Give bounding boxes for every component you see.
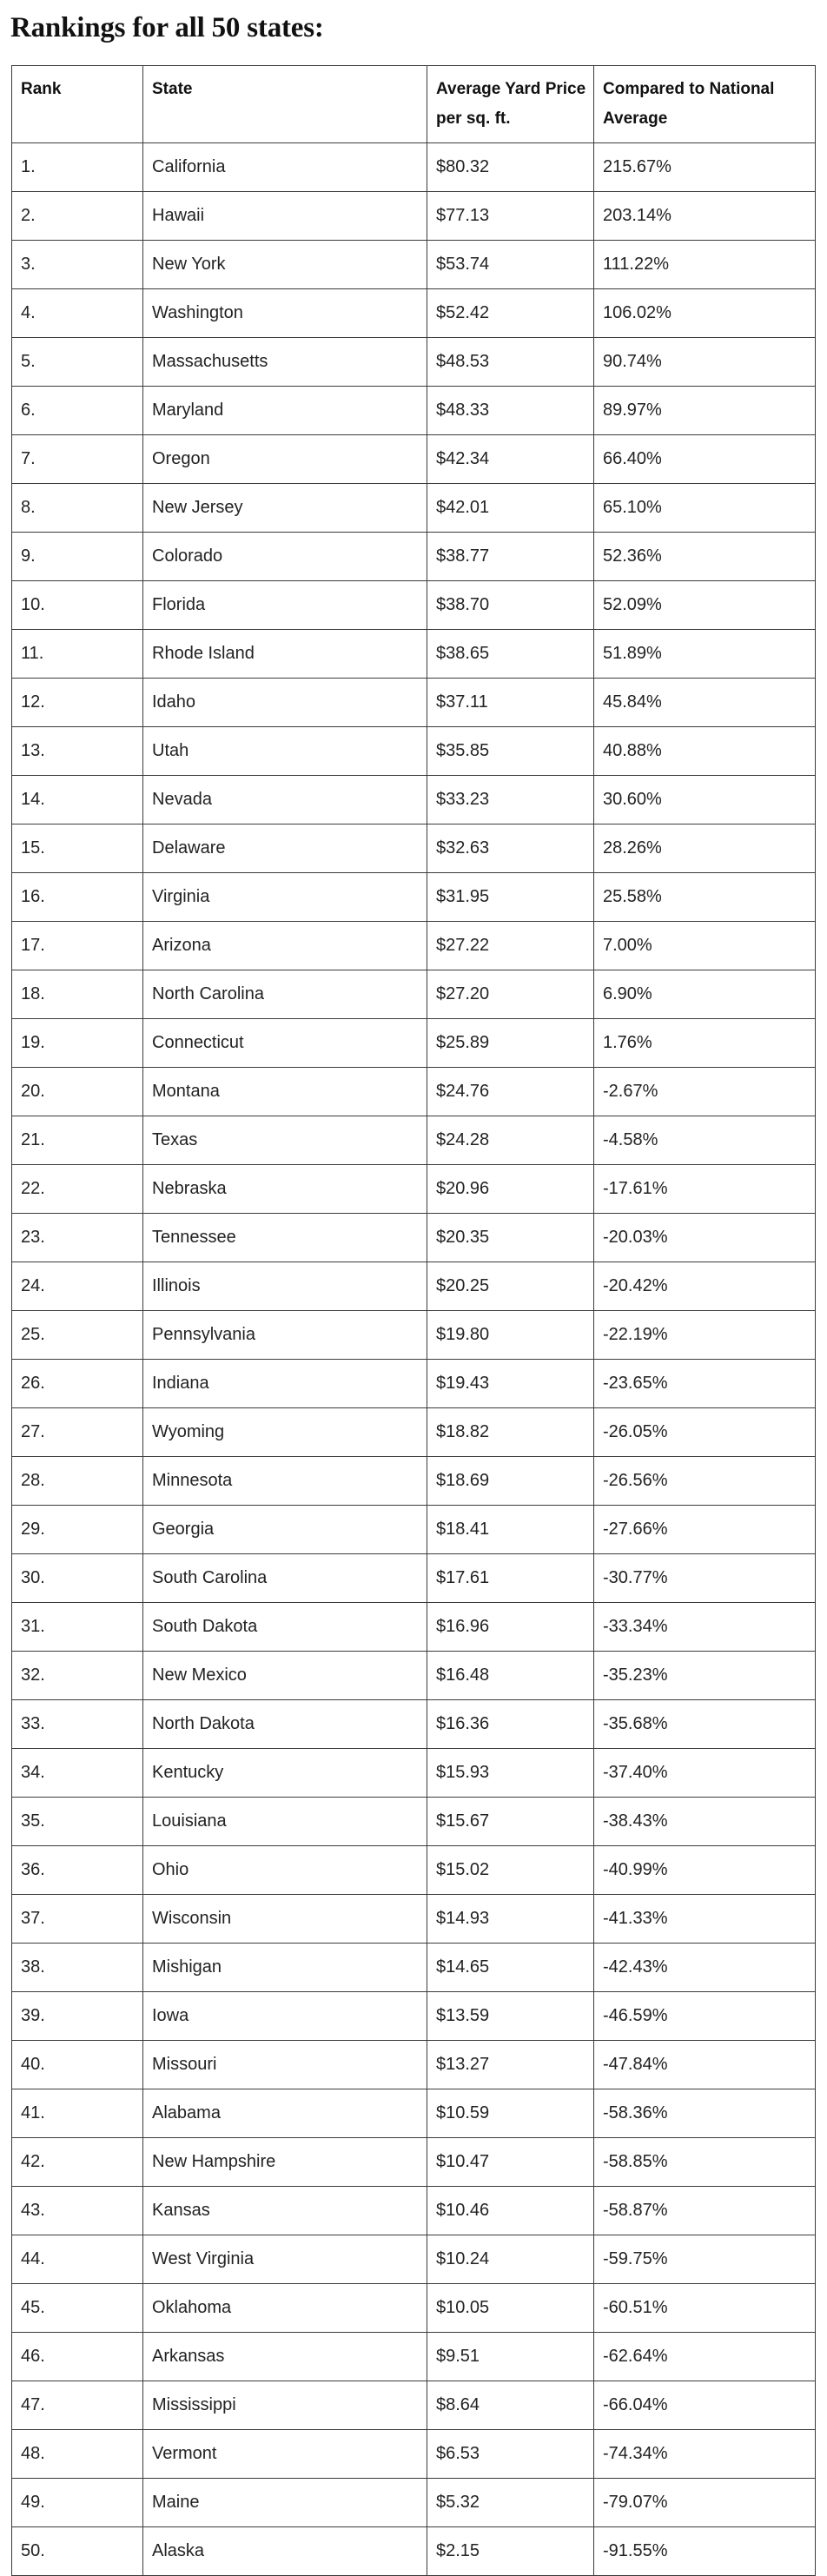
state-cell: North Dakota bbox=[143, 1700, 427, 1749]
table-row bbox=[12, 1895, 816, 1944]
comparison-cell: -74.34% bbox=[594, 2430, 816, 2479]
state-cell: Washington bbox=[143, 289, 427, 338]
state-cell: Texas bbox=[143, 1116, 427, 1165]
comparison-cell: -26.05% bbox=[594, 1408, 816, 1457]
table-row bbox=[12, 679, 816, 727]
rank-cell: 11. bbox=[12, 630, 143, 679]
table-row bbox=[12, 1846, 816, 1895]
state-cell: Iowa bbox=[143, 1992, 427, 2041]
state-cell: Wyoming bbox=[143, 1408, 427, 1457]
price-cell: $42.01 bbox=[427, 484, 594, 533]
comparison-cell: 7.00% bbox=[594, 922, 816, 970]
comparison-cell: -79.07% bbox=[594, 2479, 816, 2527]
state-cell: New Mexico bbox=[143, 1652, 427, 1700]
state-cell: Pennsylvania bbox=[143, 1311, 427, 1360]
price-cell: $24.76 bbox=[427, 1068, 594, 1116]
price-cell: $16.96 bbox=[427, 1603, 594, 1652]
state-cell: Mississippi bbox=[143, 2381, 427, 2430]
comparison-cell: 90.74% bbox=[594, 338, 816, 387]
state-cell: Oklahoma bbox=[143, 2284, 427, 2333]
table-row bbox=[12, 387, 816, 435]
comparison-cell: 51.89% bbox=[594, 630, 816, 679]
comparison-cell: -4.58% bbox=[594, 1116, 816, 1165]
rank-cell: 30. bbox=[12, 1554, 143, 1603]
comparison-cell: 65.10% bbox=[594, 484, 816, 533]
comparison-cell: 66.40% bbox=[594, 435, 816, 484]
table-row bbox=[12, 1214, 816, 1262]
rank-cell: 9. bbox=[12, 533, 143, 581]
state-cell: Illinois bbox=[143, 1262, 427, 1311]
price-cell: $35.85 bbox=[427, 727, 594, 776]
rank-cell: 19. bbox=[12, 1019, 143, 1068]
price-cell: $52.42 bbox=[427, 289, 594, 338]
table-row bbox=[12, 2089, 816, 2138]
price-cell: $77.13 bbox=[427, 192, 594, 241]
rank-cell: 3. bbox=[12, 241, 143, 289]
price-cell: $17.61 bbox=[427, 1554, 594, 1603]
state-cell: Tennessee bbox=[143, 1214, 427, 1262]
table-row bbox=[12, 2284, 816, 2333]
price-cell: $24.28 bbox=[427, 1116, 594, 1165]
price-cell: $38.65 bbox=[427, 630, 594, 679]
price-cell: $9.51 bbox=[427, 2333, 594, 2381]
state-cell: Connecticut bbox=[143, 1019, 427, 1068]
state-cell: North Carolina bbox=[143, 970, 427, 1019]
comparison-cell: 215.67% bbox=[594, 143, 816, 192]
comparison-cell: 52.36% bbox=[594, 533, 816, 581]
rank-cell: 6. bbox=[12, 387, 143, 435]
rank-cell: 43. bbox=[12, 2187, 143, 2235]
state-cell: Arizona bbox=[143, 922, 427, 970]
rank-cell: 17. bbox=[12, 922, 143, 970]
rank-cell: 23. bbox=[12, 1214, 143, 1262]
table-row bbox=[12, 143, 816, 192]
rank-cell: 49. bbox=[12, 2479, 143, 2527]
state-cell: Hawaii bbox=[143, 192, 427, 241]
state-cell: Kansas bbox=[143, 2187, 427, 2235]
price-cell: $19.80 bbox=[427, 1311, 594, 1360]
comparison-cell: -35.68% bbox=[594, 1700, 816, 1749]
price-cell: $31.95 bbox=[427, 873, 594, 922]
price-cell: $10.47 bbox=[427, 2138, 594, 2187]
price-cell: $16.36 bbox=[427, 1700, 594, 1749]
state-cell: Rhode Island bbox=[143, 630, 427, 679]
table-row bbox=[12, 192, 816, 241]
price-cell: $10.59 bbox=[427, 2089, 594, 2138]
comparison-cell: -35.23% bbox=[594, 1652, 816, 1700]
rank-cell: 15. bbox=[12, 824, 143, 873]
table-row bbox=[12, 2138, 816, 2187]
state-cell: Idaho bbox=[143, 679, 427, 727]
rank-cell: 28. bbox=[12, 1457, 143, 1506]
price-cell: $5.32 bbox=[427, 2479, 594, 2527]
rank-cell: 50. bbox=[12, 2527, 143, 2576]
state-cell: New Jersey bbox=[143, 484, 427, 533]
price-cell: $19.43 bbox=[427, 1360, 594, 1408]
rank-cell: 44. bbox=[12, 2235, 143, 2284]
table-row bbox=[12, 1944, 816, 1992]
price-cell: $15.02 bbox=[427, 1846, 594, 1895]
price-cell: $33.23 bbox=[427, 776, 594, 824]
comparison-cell: -37.40% bbox=[594, 1749, 816, 1798]
comparison-cell: -41.33% bbox=[594, 1895, 816, 1944]
rank-cell: 4. bbox=[12, 289, 143, 338]
comparison-cell: -33.34% bbox=[594, 1603, 816, 1652]
comparison-cell: 111.22% bbox=[594, 241, 816, 289]
price-cell: $18.69 bbox=[427, 1457, 594, 1506]
table-row bbox=[12, 2381, 816, 2430]
state-cell: Nevada bbox=[143, 776, 427, 824]
comparison-cell: -2.67% bbox=[594, 1068, 816, 1116]
comparison-cell: -59.75% bbox=[594, 2235, 816, 2284]
state-cell: Indiana bbox=[143, 1360, 427, 1408]
price-cell: $20.25 bbox=[427, 1262, 594, 1311]
state-cell: Montana bbox=[143, 1068, 427, 1116]
state-cell: Vermont bbox=[143, 2430, 427, 2479]
table-row bbox=[12, 1457, 816, 1506]
comparison-cell: -38.43% bbox=[594, 1798, 816, 1846]
price-cell: $32.63 bbox=[427, 824, 594, 873]
comparison-cell: -46.59% bbox=[594, 1992, 816, 2041]
table-row bbox=[12, 1311, 816, 1360]
comparison-cell: -66.04% bbox=[594, 2381, 816, 2430]
comparison-cell: 52.09% bbox=[594, 581, 816, 630]
comparison-cell: -17.61% bbox=[594, 1165, 816, 1214]
price-cell: $10.24 bbox=[427, 2235, 594, 2284]
rank-cell: 7. bbox=[12, 435, 143, 484]
price-cell: $2.15 bbox=[427, 2527, 594, 2576]
rank-cell: 40. bbox=[12, 2041, 143, 2089]
state-cell: Colorado bbox=[143, 533, 427, 581]
comparison-cell: -22.19% bbox=[594, 1311, 816, 1360]
price-cell: $6.53 bbox=[427, 2430, 594, 2479]
price-cell: $10.46 bbox=[427, 2187, 594, 2235]
comparison-cell: 89.97% bbox=[594, 387, 816, 435]
state-cell: Missouri bbox=[143, 2041, 427, 2089]
rank-cell: 27. bbox=[12, 1408, 143, 1457]
table-row bbox=[12, 2333, 816, 2381]
price-cell: $27.22 bbox=[427, 922, 594, 970]
table-row bbox=[12, 1992, 816, 2041]
table-row bbox=[12, 533, 816, 581]
table-row bbox=[12, 338, 816, 387]
state-cell: Ohio bbox=[143, 1846, 427, 1895]
rank-cell: 47. bbox=[12, 2381, 143, 2430]
state-cell: Maine bbox=[143, 2479, 427, 2527]
state-cell: Maryland bbox=[143, 387, 427, 435]
table-row bbox=[12, 1700, 816, 1749]
rank-cell: 13. bbox=[12, 727, 143, 776]
comparison-cell: -20.42% bbox=[594, 1262, 816, 1311]
comparison-cell: 203.14% bbox=[594, 192, 816, 241]
price-cell: $15.93 bbox=[427, 1749, 594, 1798]
table-row bbox=[12, 2479, 816, 2527]
rank-cell: 34. bbox=[12, 1749, 143, 1798]
comparison-cell: -20.03% bbox=[594, 1214, 816, 1262]
price-cell: $13.59 bbox=[427, 1992, 594, 2041]
price-cell: $48.33 bbox=[427, 387, 594, 435]
state-cell: West Virginia bbox=[143, 2235, 427, 2284]
rank-cell: 33. bbox=[12, 1700, 143, 1749]
comparison-cell: -42.43% bbox=[594, 1944, 816, 1992]
table-row bbox=[12, 2041, 816, 2089]
table-row bbox=[12, 2527, 816, 2576]
rank-cell: 37. bbox=[12, 1895, 143, 1944]
state-cell: Arkansas bbox=[143, 2333, 427, 2381]
comparison-cell: 45.84% bbox=[594, 679, 816, 727]
table-row bbox=[12, 1554, 816, 1603]
comparison-cell: 6.90% bbox=[594, 970, 816, 1019]
state-cell: Oregon bbox=[143, 435, 427, 484]
rank-cell: 32. bbox=[12, 1652, 143, 1700]
table-row bbox=[12, 1652, 816, 1700]
price-cell: $15.67 bbox=[427, 1798, 594, 1846]
rank-cell: 16. bbox=[12, 873, 143, 922]
comparison-cell: 30.60% bbox=[594, 776, 816, 824]
comparison-cell: -47.84% bbox=[594, 2041, 816, 2089]
rank-cell: 42. bbox=[12, 2138, 143, 2187]
rank-cell: 2. bbox=[12, 192, 143, 241]
comparison-cell: -60.51% bbox=[594, 2284, 816, 2333]
table-row bbox=[12, 2235, 816, 2284]
rank-cell: 14. bbox=[12, 776, 143, 824]
state-cell: Utah bbox=[143, 727, 427, 776]
table-header-row bbox=[12, 66, 816, 143]
state-cell: Georgia bbox=[143, 1506, 427, 1554]
table-row bbox=[12, 922, 816, 970]
table-row bbox=[12, 824, 816, 873]
comparison-cell: 28.26% bbox=[594, 824, 816, 873]
table-row bbox=[12, 2430, 816, 2479]
comparison-cell: -26.56% bbox=[594, 1457, 816, 1506]
price-cell: $53.74 bbox=[427, 241, 594, 289]
price-cell: $20.35 bbox=[427, 1214, 594, 1262]
table-row bbox=[12, 1116, 816, 1165]
rankings-table bbox=[11, 65, 816, 2576]
column-header-state: State bbox=[143, 66, 427, 143]
price-cell: $14.65 bbox=[427, 1944, 594, 1992]
price-cell: $18.82 bbox=[427, 1408, 594, 1457]
state-cell: Florida bbox=[143, 581, 427, 630]
state-cell: New Hampshire bbox=[143, 2138, 427, 2187]
table-row bbox=[12, 630, 816, 679]
table-row bbox=[12, 970, 816, 1019]
table-row bbox=[12, 435, 816, 484]
price-cell: $16.48 bbox=[427, 1652, 594, 1700]
price-cell: $38.77 bbox=[427, 533, 594, 581]
comparison-cell: -23.65% bbox=[594, 1360, 816, 1408]
price-cell: $25.89 bbox=[427, 1019, 594, 1068]
price-cell: $37.11 bbox=[427, 679, 594, 727]
price-cell: $20.96 bbox=[427, 1165, 594, 1214]
comparison-cell: -58.36% bbox=[594, 2089, 816, 2138]
table-row bbox=[12, 581, 816, 630]
price-cell: $38.70 bbox=[427, 581, 594, 630]
comparison-cell: -30.77% bbox=[594, 1554, 816, 1603]
state-cell: Alaska bbox=[143, 2527, 427, 2576]
rank-cell: 45. bbox=[12, 2284, 143, 2333]
state-cell: Kentucky bbox=[143, 1749, 427, 1798]
table-row bbox=[12, 1798, 816, 1846]
rank-cell: 25. bbox=[12, 1311, 143, 1360]
table-row bbox=[12, 289, 816, 338]
table-row bbox=[12, 776, 816, 824]
table-row bbox=[12, 1749, 816, 1798]
comparison-cell: 1.76% bbox=[594, 1019, 816, 1068]
rank-cell: 10. bbox=[12, 581, 143, 630]
column-header-rank: Rank bbox=[12, 66, 143, 143]
table-row bbox=[12, 2187, 816, 2235]
table-body bbox=[12, 143, 816, 2576]
state-cell: Virginia bbox=[143, 873, 427, 922]
rank-cell: 35. bbox=[12, 1798, 143, 1846]
table-row bbox=[12, 1360, 816, 1408]
comparison-cell: -58.85% bbox=[594, 2138, 816, 2187]
rank-cell: 46. bbox=[12, 2333, 143, 2381]
table-row bbox=[12, 484, 816, 533]
table-row bbox=[12, 727, 816, 776]
rank-cell: 36. bbox=[12, 1846, 143, 1895]
comparison-cell: -40.99% bbox=[594, 1846, 816, 1895]
table-row bbox=[12, 1068, 816, 1116]
state-cell: Louisiana bbox=[143, 1798, 427, 1846]
price-cell: $18.41 bbox=[427, 1506, 594, 1554]
price-cell: $14.93 bbox=[427, 1895, 594, 1944]
price-cell: $10.05 bbox=[427, 2284, 594, 2333]
rank-cell: 20. bbox=[12, 1068, 143, 1116]
table-row bbox=[12, 1019, 816, 1068]
table-row bbox=[12, 1603, 816, 1652]
rank-cell: 21. bbox=[12, 1116, 143, 1165]
column-header-average-yard-price: Average Yard Price per sq. ft. bbox=[427, 66, 594, 143]
price-cell: $8.64 bbox=[427, 2381, 594, 2430]
rank-cell: 26. bbox=[12, 1360, 143, 1408]
column-header-compared-to-national-average: Compared to National Average bbox=[594, 66, 816, 143]
rank-cell: 12. bbox=[12, 679, 143, 727]
rank-cell: 29. bbox=[12, 1506, 143, 1554]
table-row bbox=[12, 873, 816, 922]
rank-cell: 31. bbox=[12, 1603, 143, 1652]
table-header bbox=[12, 66, 816, 143]
state-cell: South Dakota bbox=[143, 1603, 427, 1652]
rank-cell: 41. bbox=[12, 2089, 143, 2138]
comparison-cell: 25.58% bbox=[594, 873, 816, 922]
rank-cell: 22. bbox=[12, 1165, 143, 1214]
table-row bbox=[12, 1408, 816, 1457]
price-cell: $13.27 bbox=[427, 2041, 594, 2089]
state-cell: Nebraska bbox=[143, 1165, 427, 1214]
rank-cell: 39. bbox=[12, 1992, 143, 2041]
table-row bbox=[12, 241, 816, 289]
state-cell: South Carolina bbox=[143, 1554, 427, 1603]
state-cell: Massachusetts bbox=[143, 338, 427, 387]
state-cell: Delaware bbox=[143, 824, 427, 873]
state-cell: California bbox=[143, 143, 427, 192]
state-cell: Mishigan bbox=[143, 1944, 427, 1992]
rank-cell: 1. bbox=[12, 143, 143, 192]
price-cell: $42.34 bbox=[427, 435, 594, 484]
rank-cell: 48. bbox=[12, 2430, 143, 2479]
comparison-cell: -58.87% bbox=[594, 2187, 816, 2235]
state-cell: New York bbox=[143, 241, 427, 289]
state-cell: Wisconsin bbox=[143, 1895, 427, 1944]
state-cell: Minnesota bbox=[143, 1457, 427, 1506]
comparison-cell: 106.02% bbox=[594, 289, 816, 338]
comparison-cell: -27.66% bbox=[594, 1506, 816, 1554]
page-title: Rankings for all 50 states: bbox=[10, 12, 324, 43]
comparison-cell: -62.64% bbox=[594, 2333, 816, 2381]
price-cell: $80.32 bbox=[427, 143, 594, 192]
rank-cell: 5. bbox=[12, 338, 143, 387]
price-cell: $48.53 bbox=[427, 338, 594, 387]
table-row bbox=[12, 1506, 816, 1554]
table-row bbox=[12, 1165, 816, 1214]
state-cell: Alabama bbox=[143, 2089, 427, 2138]
rank-cell: 24. bbox=[12, 1262, 143, 1311]
comparison-cell: -91.55% bbox=[594, 2527, 816, 2576]
price-cell: $27.20 bbox=[427, 970, 594, 1019]
rank-cell: 8. bbox=[12, 484, 143, 533]
comparison-cell: 40.88% bbox=[594, 727, 816, 776]
rank-cell: 38. bbox=[12, 1944, 143, 1992]
table-row bbox=[12, 1262, 816, 1311]
rank-cell: 18. bbox=[12, 970, 143, 1019]
